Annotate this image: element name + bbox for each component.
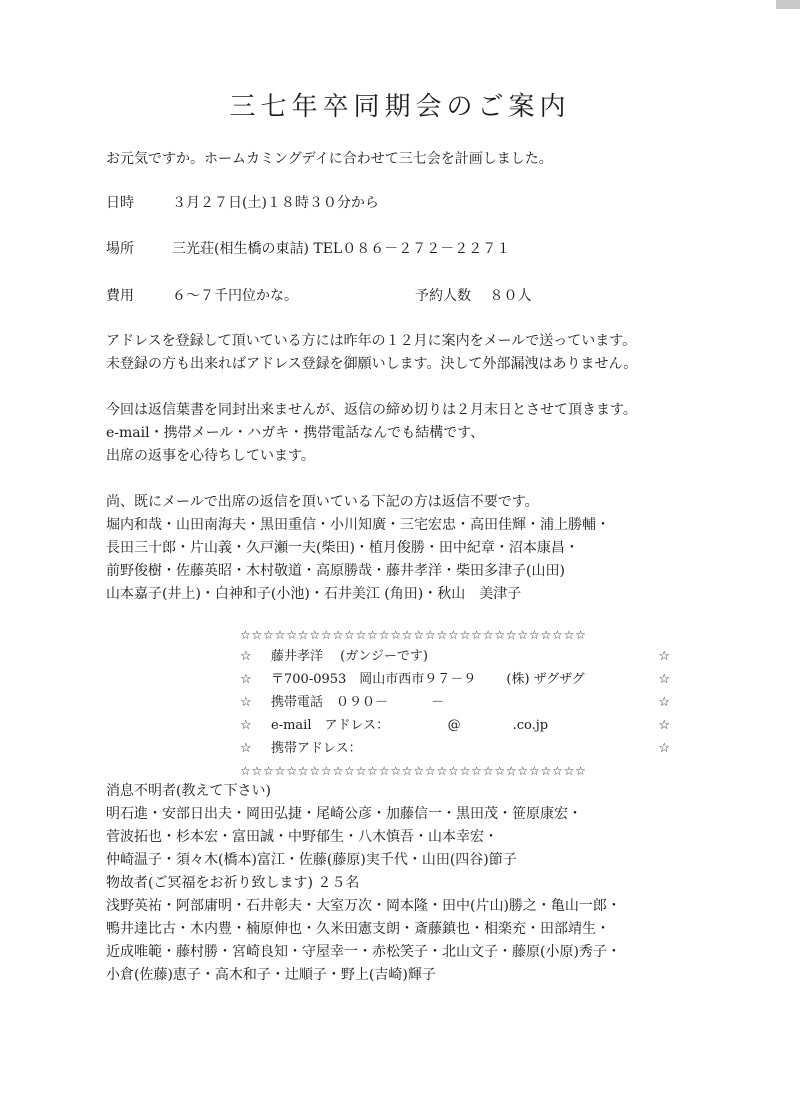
deceased-names: 近成唯範・藤村勝・宮崎良知・守屋幸一・赤松笑子・北山文子・藤原(小原)秀子・	[106, 944, 621, 960]
deceased-names: 鴨井達比古・木内豊・楠原伸也・久米田憲支朗・斎藤鎮也・相楽充・田部靖生・	[106, 921, 610, 937]
reply-line: 出席の返事を心待ちしています。	[106, 448, 315, 464]
star-icon: ☆	[658, 649, 670, 664]
star-icon: ☆	[240, 718, 252, 733]
star-icon: ☆	[658, 695, 670, 710]
star-icon: ☆	[658, 718, 670, 733]
unknown-names: 菅波拓也・杉本宏・富田誠・中野郁生・八木慎吾・山本幸宏・	[106, 829, 498, 845]
star-icon: ☆	[240, 649, 252, 664]
attendee-names: 前野俊樹・佐藤英昭・木村敬道・高原勝哉・藤井孝洋・柴田多津子(山田)	[106, 563, 565, 579]
attendee-names: 堀内和哉・山田南海夫・黒田重信・小川知廣・三宅宏忠・高田佳輝・浦上勝輔・	[106, 517, 610, 533]
unknown-heading: 消息不明者(教えて下さい)	[106, 783, 271, 799]
star-icon: ☆	[658, 741, 670, 756]
contact-name: 藤井孝洋 (ガンジーです)	[271, 649, 428, 664]
scan-corner-mark	[776, 0, 800, 9]
contact-phone: 携帯電話 ０９０－ －	[271, 695, 445, 710]
contact-email: e-mail アドレス： @ .co.jp	[271, 718, 549, 733]
registration-line: アドレスを登録して頂いている方には昨年の１２月に案内をメールで送っています。	[106, 333, 637, 349]
unknown-names: 仲崎温子・須々木(橋本)富江・佐藤(藤原)実千代・山田(四谷)節子	[106, 852, 517, 868]
deceased-names: 浅野英祐・阿部庸明・石井彰夫・大室万次・岡本隆・田中(片山)勝之・亀山一郎・	[106, 898, 621, 914]
greeting-text: お元気ですか。ホームカミングデイに合わせて三七会を計画しました。	[106, 151, 553, 167]
page-title: 三七年卒同期会のご案内	[229, 92, 571, 122]
attendee-names: 長田三十郎・片山義・久戸瀬一夫(柴田)・植月俊勝・田中紀章・沼本康昌・	[106, 540, 579, 556]
cost-label: 費用	[106, 288, 134, 304]
attendee-intro: 尚、既にメールで出席の返信を頂いている下記の方は返信不要です。	[106, 494, 539, 510]
registration-line: 未登録の方も出来ればアドレス登録を御願いします。決して外部漏洩はありません。	[106, 356, 638, 372]
star-icon: ☆	[240, 741, 252, 756]
date-label: 日時	[106, 195, 134, 211]
reply-line: e-mail・携帯メール・ハガキ・携帯電話なんでも結構です、	[106, 425, 485, 441]
cost-value: ６～７千円位かな。	[172, 288, 298, 304]
place-value: 三光荘(相生橋の東詰) TEL０８６－２７２－２２７１	[172, 241, 511, 257]
reservation-count: 予約人数 ８０人	[415, 288, 532, 304]
deceased-names: 小倉(佐藤)恵子・高木和子・辻順子・野上(吉崎)輝子	[106, 967, 436, 983]
unknown-names: 明石進・安部日出夫・岡田弘捷・尾崎公彦・加藤信一・黒田茂・笹原康宏・	[106, 806, 582, 822]
star-border-bottom: ☆☆☆☆☆☆☆☆☆☆☆☆☆☆☆☆☆☆☆☆☆☆☆☆☆☆☆☆☆☆	[240, 764, 587, 778]
star-border-top: ☆☆☆☆☆☆☆☆☆☆☆☆☆☆☆☆☆☆☆☆☆☆☆☆☆☆☆☆☆☆	[240, 628, 587, 642]
reply-line: 今回は返信葉書を同封出来ませんが、返信の締め切りは２月末日とさせて頂きます。	[106, 402, 637, 418]
contact-address: 〒700-0953 岡山市西市９７－９ (株) ザグザグ	[271, 672, 585, 687]
contact-mobile: 携帯アドレス：	[271, 741, 362, 756]
star-icon: ☆	[240, 672, 252, 687]
star-icon: ☆	[240, 695, 252, 710]
star-icon: ☆	[658, 672, 670, 687]
attendee-names: 山本嘉子(井上)・白神和子(小池)・石井美江 (角田)・秋山 美津子	[106, 586, 522, 602]
deceased-heading: 物故者(ご冥福をお祈り致します) ２５名	[106, 875, 360, 891]
place-label: 場所	[106, 241, 134, 257]
date-value: ３月２７日(土)１８時３０分から	[172, 195, 379, 211]
